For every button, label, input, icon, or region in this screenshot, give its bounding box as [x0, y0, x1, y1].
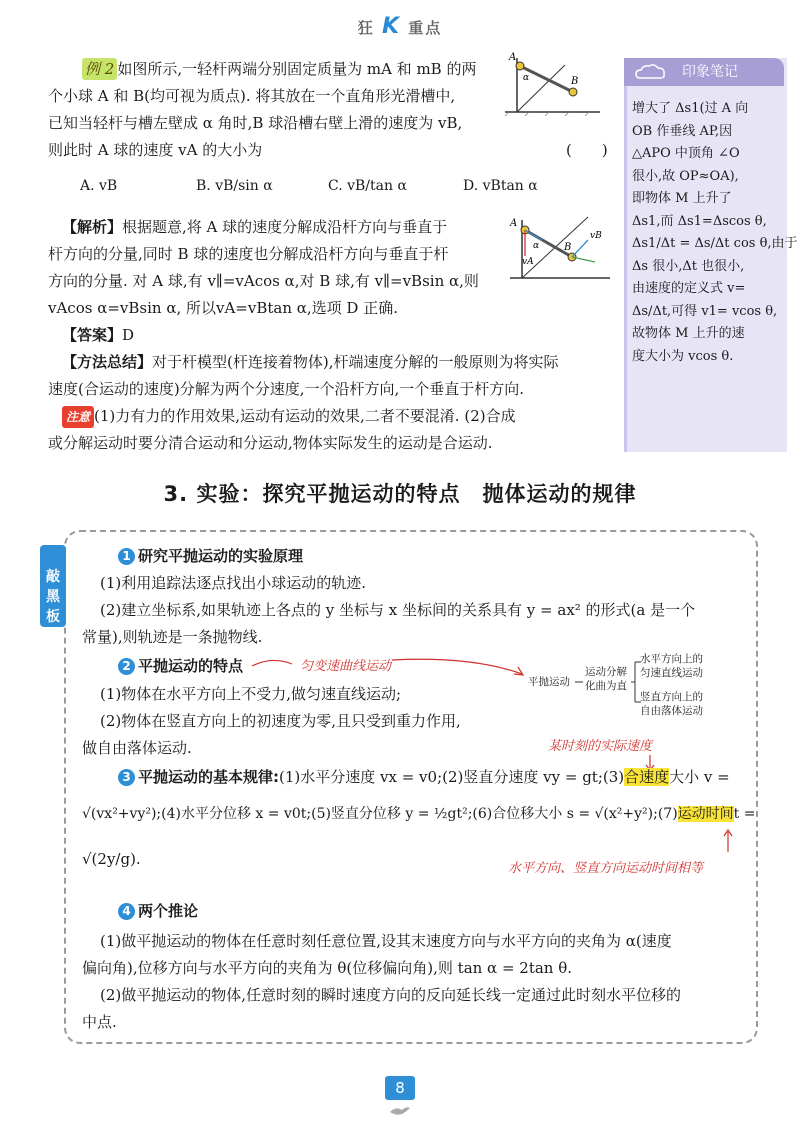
note-tag: 注意: [62, 406, 94, 428]
option-b: B. vB/sin α: [196, 178, 273, 194]
point-1-title: 1 研究平抛运动的实验原理: [118, 545, 303, 567]
svg-text:B: B: [564, 242, 572, 253]
page-number: 8: [385, 1076, 415, 1100]
example-line-1: 例 2 如图所示,一轻杆两端分别固定质量为 mA 和 mB 的两: [82, 58, 476, 80]
point-3-line-1: 3 平抛运动的基本规律:(1)水平分速度 vx = v0;(2)竖直分速度 vy = gt;(3)合速度大小 v =: [118, 766, 730, 788]
note-arrow-3: [718, 828, 738, 854]
diagram-arrows: [575, 650, 645, 720]
answer-line: 【答案】D: [62, 326, 135, 344]
svg-text:A: A: [510, 218, 518, 229]
example-line-3: 已知当轻杆与槽左壁成 α 角时,B 球沿槽右壁上滑的速度为 vB,: [48, 114, 463, 132]
diagram-root: 平抛运动: [528, 676, 570, 688]
point-4-line-2: 偏向角),位移方向与水平方向的夹角为 θ(位移偏向角),则 tan α = 2tan θ.: [82, 959, 573, 977]
solution-line-1: 【解析】根据题意,将 A 球的速度分解成沿杆方向与垂直于: [62, 218, 448, 236]
solution-line-2: 杆方向的分量,同时 B 球的速度也分解成沿杆方向与垂直于杆: [48, 245, 449, 263]
note-line-1: 注意 (1)力有力的作用效果,运动有运动的效果,二者不要混淆. (2)合成: [62, 405, 516, 428]
sidebar-title: 印象笔记: [624, 58, 784, 86]
sidebar-notes: 增大了 Δs1(过 A 向 OB 作垂线 AP,因 △APO 中顶角 ∠O 很小,故 OP≈OA), 即物体 M 上升了 Δs1,而 Δs1=Δscos θ, Δs1/Δt = Δs/Δt cos θ,由于 Δs 很小,Δt 也很小, 由速度的定义式 v= Δs/Δt,可得 v1= vcos θ, 故物体 M 上升的速 度大小为 vcos θ.: [632, 101, 798, 364]
diagram-top: 水平方向上的 匀速直线运动: [640, 653, 703, 679]
ball-a: [516, 62, 524, 70]
point-2-line-1: (1)物体在水平方向上不受力,做匀速直线运动;: [100, 685, 402, 703]
method-line-2: 速度(合运动的速度)分解为两个分速度,一个沿杆方向,一个垂直于杆方向.: [48, 380, 525, 398]
point-1-line-1: (1)利用追踪法逐点找出小球运动的轨迹.: [100, 574, 367, 592]
problem-figure: [495, 50, 605, 120]
option-c: C. vB/tan α: [328, 178, 407, 194]
solution-line-3: 方向的分量. 对 A 球,有 v∥=vAcos α,对 B 球,有 v∥=vBsin α,则: [48, 272, 479, 290]
handwritten-note-2: 某时刻的实际速度: [548, 739, 653, 754]
example-line-4: 则此时 A 球的速度 vA 的大小为: [48, 141, 263, 159]
svg-text:α: α: [523, 73, 530, 83]
cloud-icon: [634, 62, 670, 82]
example-tag: 例 2: [82, 58, 117, 80]
running-header: 狂 K 重点: [357, 14, 443, 39]
point-1-line-3: 常量),则轨迹是一条抛物线.: [82, 628, 263, 646]
handwritten-note-1: 匀变速曲线运动: [300, 659, 392, 674]
svg-text:vA: vA: [522, 257, 534, 267]
diagram-middle: 运动分解 化曲为直: [585, 666, 627, 692]
solution-line-4: vAcos α=vBsin α, 所以vA=vBtan α,选项 D 正确.: [48, 299, 398, 317]
point-2-line-2: (2)物体在竖直方向上的初速度为零,且只受到重力作用,: [100, 712, 461, 730]
point-1-line-2: (2)建立坐标系,如果轨迹上各点的 y 坐标与 x 坐标间的关系具有 y = ax² 的形式(a 是一个: [100, 601, 696, 619]
note-line-2: 或分解运动时要分清合运动和分运动,物体实际发生的运动是合运动.: [48, 434, 493, 452]
point-2-title: 2 平抛运动的特点: [118, 655, 243, 677]
highlight-motion-time: 运动时间: [677, 806, 734, 822]
example-line-2: 个小球 A 和 B(均可视为质点). 将其放在一个直角形光滑槽中,: [48, 87, 456, 105]
board-label: 敲黑板: [40, 545, 66, 627]
diagram-bottom: 竖直方向上的 自由落体运动: [640, 691, 703, 717]
point-4-title: 4 两个推论: [118, 900, 198, 922]
point-4-line-4: 中点.: [82, 1013, 117, 1031]
option-a: A. vB: [80, 178, 118, 194]
svg-text:B: B: [571, 76, 579, 87]
option-d: D. vBtan α: [463, 178, 538, 194]
svg-text:α: α: [533, 241, 540, 251]
point-3-line-2: √(vx²+vy²);(4)水平分位移 x = v0t;(5)竖直分位移 y = ½gt²;(6)合位移大小 s = √(x²+y²);(7)运动时间t =: [82, 806, 756, 822]
point-3-line-3: √(2y/g).: [82, 850, 141, 868]
svg-text:A: A: [509, 52, 517, 63]
ball-b: [569, 88, 577, 96]
section-title: 3. 实验：探究平抛运动的特点 抛体运动的规律: [163, 482, 637, 506]
brand-k-logo: K: [381, 14, 402, 39]
answer-paren: ( ): [566, 141, 608, 159]
handwritten-note-3: 水平方向、竖直方向运动时间相等: [508, 861, 704, 876]
point-2-line-3: 做自由落体运动.: [82, 739, 192, 757]
solution-figure: [500, 212, 615, 287]
point-4-line-1: (1)做平抛运动的物体在任意时刻任意位置,设其末速度方向与水平方向的夹角为 α(速度: [100, 932, 672, 950]
highlight-combined-velocity: 合速度: [624, 768, 670, 786]
note-arrow: [252, 654, 532, 684]
method-line-1: 【方法总结】对于杆模型(杆连接着物体),杆端速度分解的一般原则为将实际: [62, 353, 559, 371]
point-4-line-3: (2)做平抛运动的物体,任意时刻的瞬时速度方向的反向延长线一定通过此时刻水平位移的: [100, 986, 682, 1004]
bird-icon: [388, 1104, 412, 1118]
svg-text:vB: vB: [590, 231, 602, 241]
